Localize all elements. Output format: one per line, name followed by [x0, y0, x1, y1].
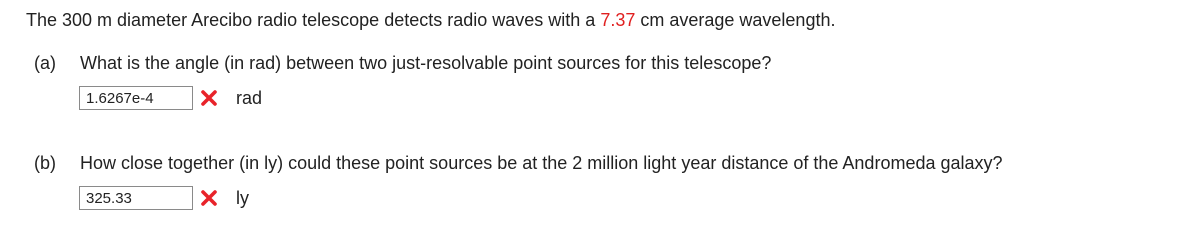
- part-b-question: [34, 152, 1003, 174]
- part-b-answer-input[interactable]: [79, 186, 193, 210]
- part-a-question-text: What is the angle (in rad) between two just-resolvable point sources for this telescope?: [80, 53, 772, 73]
- part-a-answer-input[interactable]: [79, 86, 193, 110]
- part-b-unit: ly: [236, 188, 249, 208]
- given-wavelength-value: 7.37: [600, 10, 636, 30]
- part-a-unit: rad: [236, 88, 263, 108]
- intro-text-after: cm average wavelength.: [635, 10, 836, 30]
- part-a-question: [34, 52, 771, 74]
- x-incorrect-icon: [199, 88, 219, 108]
- part-b-answer-row: [79, 185, 249, 211]
- intro-text-before: The 300 m diameter Arecibo radio telescope detects radio waves with a: [26, 10, 601, 30]
- part-a-answer-row: [79, 85, 262, 111]
- x-incorrect-icon: [199, 188, 219, 208]
- part-b-label: (b): [34, 153, 56, 173]
- part-b-question-text: How close together (in ly) could these point sources be at the 2 million light year distance of the Andromeda galaxy?: [80, 153, 1003, 173]
- part-a-label: (a): [34, 53, 56, 73]
- problem-statement: [26, 9, 835, 31]
